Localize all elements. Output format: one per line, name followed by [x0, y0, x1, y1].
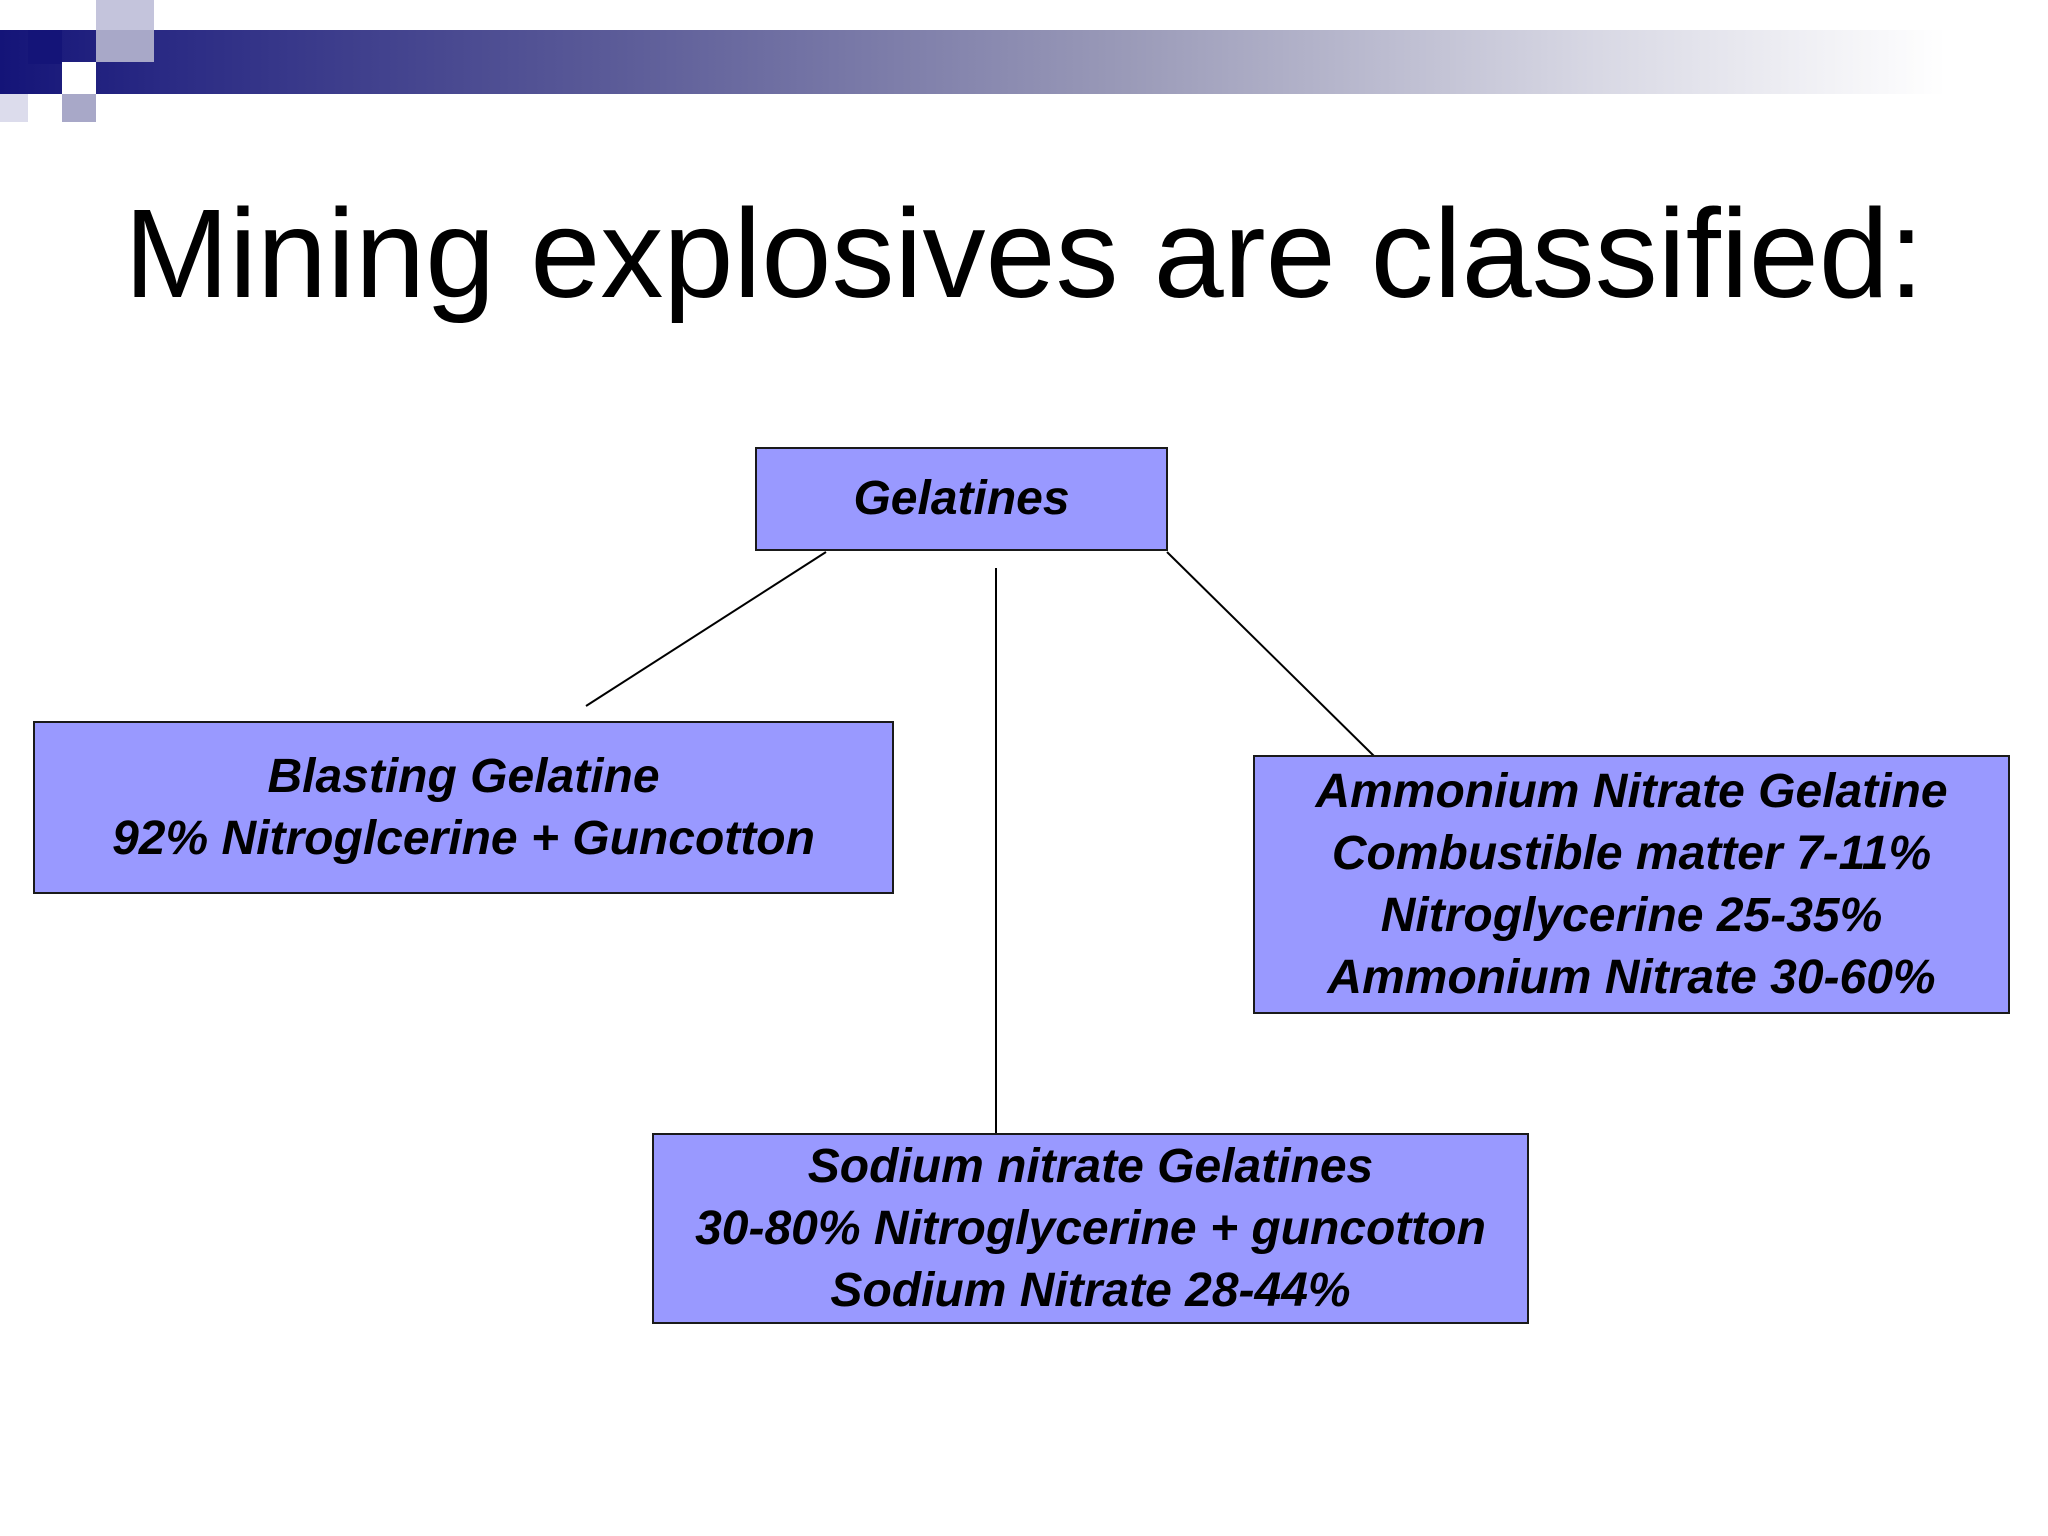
- connector-root-to-ammonium: [1167, 552, 1375, 757]
- node-line: Ammonium Nitrate Gelatine: [1315, 764, 1948, 818]
- slide-title: Mining explosives are classified:: [124, 183, 1924, 324]
- node-line: Nitroglycerine 25-35%: [1380, 888, 1883, 942]
- node-line: 30-80% Nitroglycerine + guncotton: [695, 1201, 1486, 1255]
- node-sodium-nitrate-gelatines: [652, 1133, 1529, 1324]
- node-line: Combustible matter 7-11%: [1331, 826, 1932, 880]
- node-line: Sodium nitrate Gelatines: [807, 1139, 1374, 1193]
- node-gelatines: [755, 447, 1168, 551]
- header-gradient-band: [0, 30, 2048, 94]
- header-deco-square: [62, 94, 96, 122]
- node-label: Gelatines: [853, 472, 1070, 525]
- node-ammonium-nitrate-gelatine: [1253, 755, 2010, 1014]
- header-deco-square: [0, 94, 28, 122]
- node-line: Blasting Gelatine: [267, 749, 660, 803]
- node-line: Ammonium Nitrate 30-60%: [1327, 950, 1936, 1004]
- node-line: 92% Nitroglcerine + Guncotton: [112, 811, 815, 865]
- node-line: Sodium Nitrate 28-44%: [830, 1263, 1351, 1317]
- connector-root-to-blasting: [586, 552, 826, 706]
- header-deco-square: [62, 62, 96, 94]
- header-deco-square: [96, 30, 154, 62]
- node-blasting-gelatine: [33, 721, 894, 894]
- header-deco-square: [28, 30, 62, 64]
